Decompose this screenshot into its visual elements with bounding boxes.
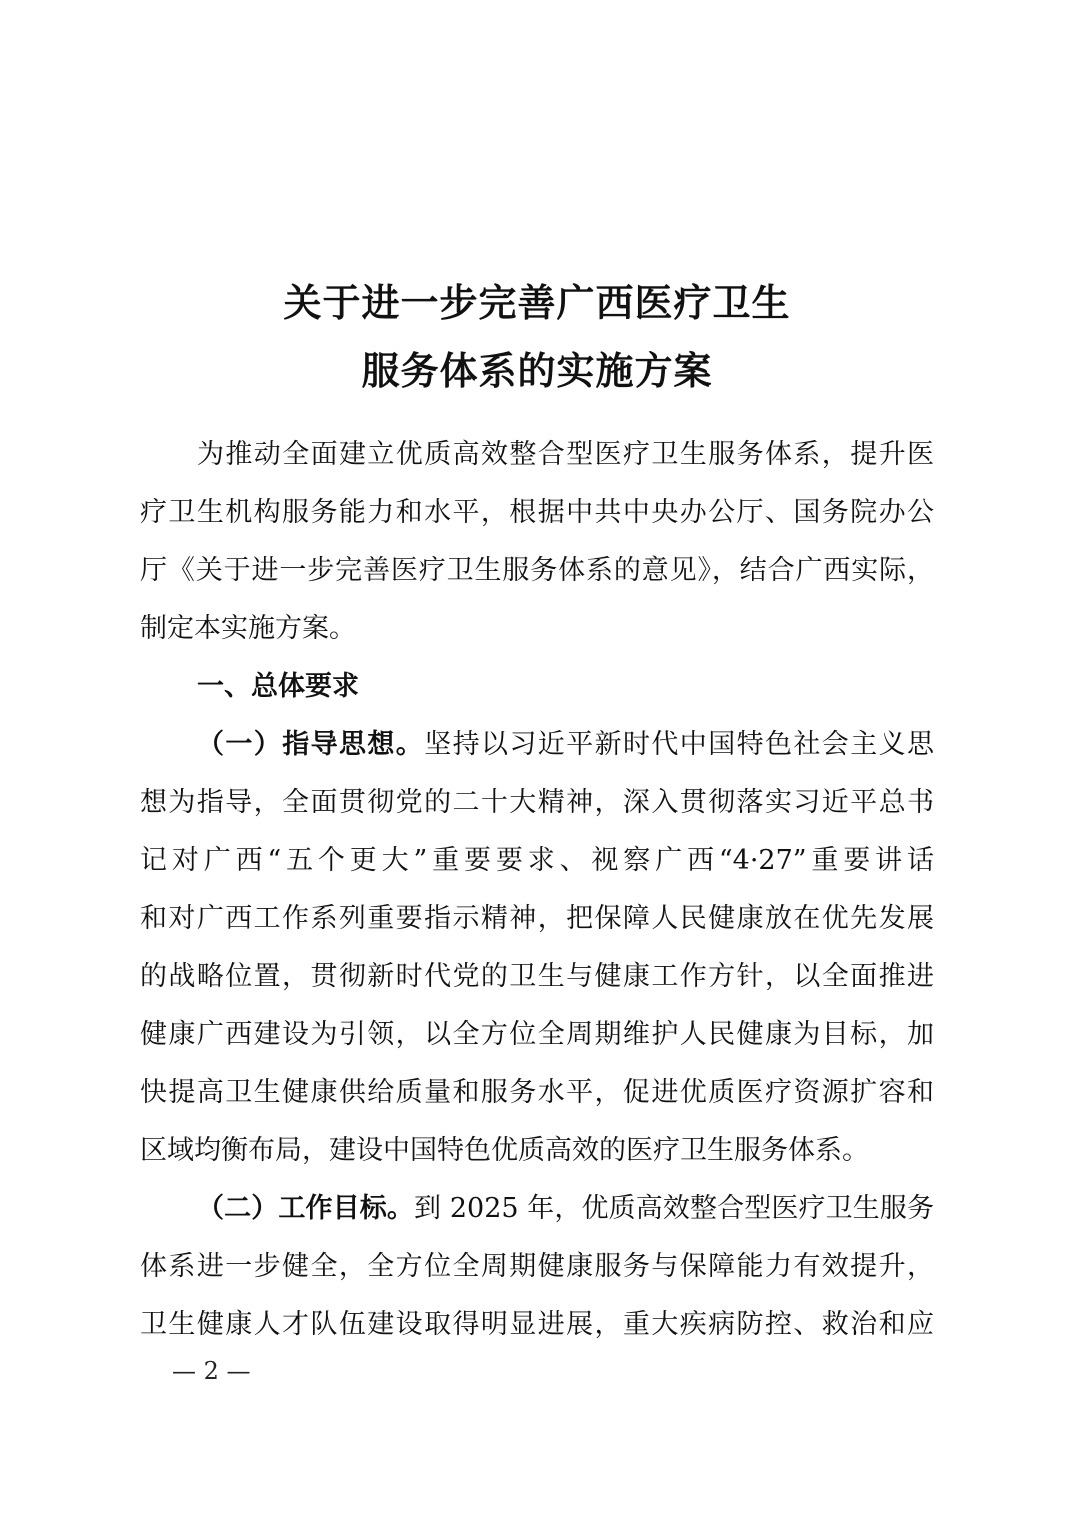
- sub1-line-4: 和对广西工作系列重要指示精神，把保障人民健康放在优先发展: [140, 903, 934, 934]
- sub1-line-5: 的战略位置，贯彻新时代党的卫生与健康工作方针，以全面推进: [140, 961, 934, 992]
- sub1-line-8: 区域均衡布局，建设中国特色优质高效的医疗卫生服务体系。: [140, 1135, 869, 1166]
- page-number: — 2 —: [172, 1357, 251, 1385]
- sub1-line-7: 快提高卫生健康供给质量和服务水平，促进优质医疗资源扩容和: [140, 1077, 934, 1108]
- intro-line-2: 疗卫生机构服务能力和水平，根据中共中央办公厅、国务院办公: [140, 497, 934, 528]
- intro-line-3: 厅《关于进一步完善医疗卫生服务体系的意见》，结合广西实际，: [140, 555, 934, 586]
- sub1-line-1-text: 坚持以习近平新时代中国特色社会主义思: [424, 729, 934, 760]
- intro-line-4: 制定本实施方案。: [140, 613, 356, 644]
- document-title-line-1: 关于进一步完善广西医疗卫生: [283, 281, 791, 325]
- sub2-line-1-text: 到 2025 年，优质高效整合型医疗卫生服务: [414, 1193, 934, 1224]
- document-title-line-2: 服务体系的实施方案: [361, 349, 713, 393]
- sub2-line-1: [197, 1192, 934, 1226]
- section-heading-overall-requirements: 一、总体要求: [197, 671, 359, 702]
- sub2-line-2: 体系进一步健全，全方位全周期健康服务与保障能力有效提升，: [140, 1251, 934, 1282]
- sub1-line-3: 记对广西“五个更大”重要要求、视察广西“4·27”重要讲话: [140, 845, 934, 876]
- sub1-line-1: [197, 728, 934, 762]
- sub1-line-6: 健康广西建设为引领，以全方位全周期维护人民健康为目标，加: [140, 1019, 934, 1050]
- intro-line-1: 为推动全面建立优质高效整合型医疗卫生服务体系，提升医: [197, 439, 934, 470]
- sub2-line-3: 卫生健康人才队伍建设取得明显进展，重大疾病防控、救治和应: [140, 1309, 934, 1340]
- sub1-label: （一）指导思想。: [197, 729, 425, 760]
- sub1-line-2: 想为指导，全面贯彻党的二十大精神，深入贯彻落实习近平总书: [140, 787, 934, 818]
- sub2-label: （二）工作目标。: [197, 1193, 414, 1224]
